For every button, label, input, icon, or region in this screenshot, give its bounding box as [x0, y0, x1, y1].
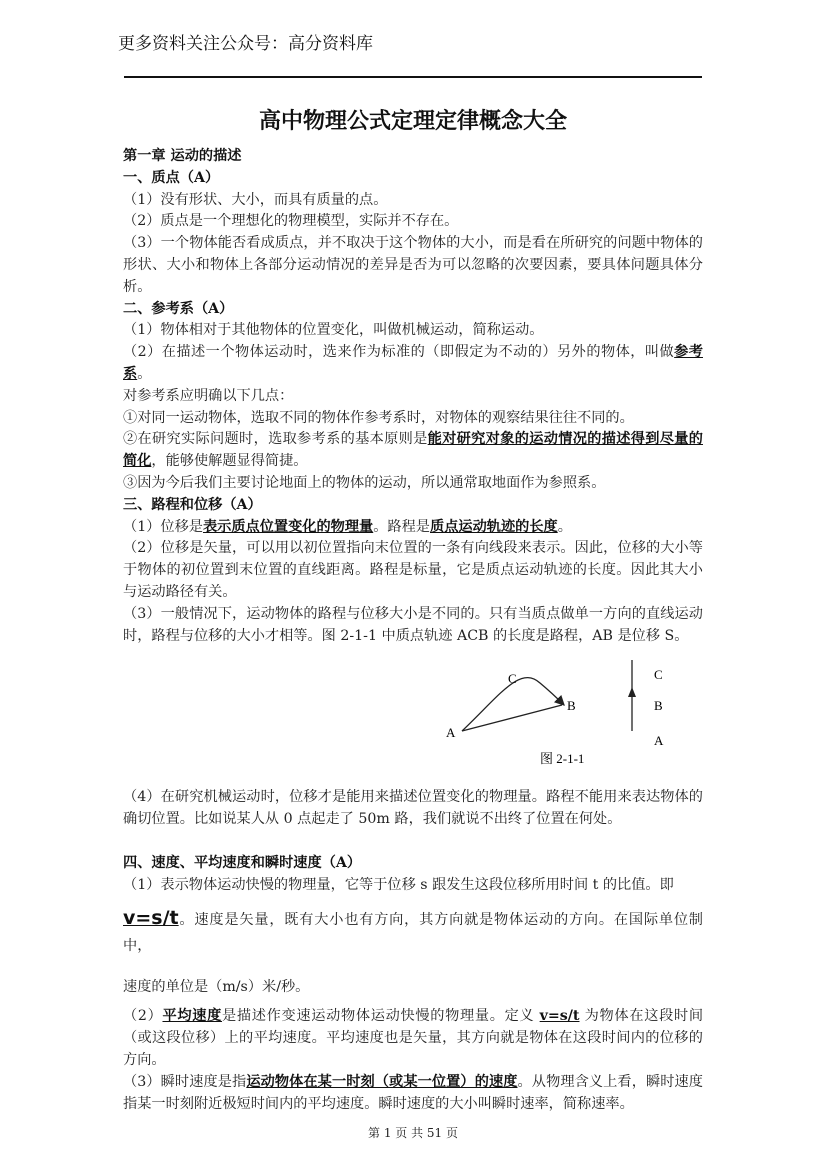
paragraph: [123, 190, 703, 212]
key-term: 质点运动轨迹的长度: [430, 518, 558, 535]
paragraph: [123, 1072, 703, 1116]
text-run: （3）瞬时速度是指: [123, 1073, 247, 1090]
text-run: 一、质点（A）: [123, 169, 220, 186]
paragraph: [123, 473, 703, 495]
label-c-vertical: C: [654, 667, 663, 683]
paragraph: [123, 538, 703, 603]
header-divider: [124, 76, 702, 78]
section-heading: [123, 168, 703, 190]
key-term: 能对研究对象的运动情况的描述得到尽量的简化: [123, 431, 703, 470]
label-b-vertical: B: [654, 698, 663, 714]
text-run: 为物体在这段时间（或这段位移）上的平均速度。平均速度也是矢量，其方向就是物体在这段时间内的位移的方向。: [123, 1008, 704, 1068]
section-4-p1b: 。速度是矢量，既有大小也有方向，其方向就是物体运动的方向。在国际单位制中，: [123, 911, 703, 954]
displacement-ab: [462, 705, 562, 731]
key-term: 表示质点位置变化的物理量: [202, 518, 374, 535]
key-term: 运动物体在某一时刻（或某一位置）的速度: [246, 1073, 518, 1090]
paragraph: [123, 211, 703, 233]
paragraph: [123, 320, 703, 342]
text-run: ③因为今后我们主要讨论地面上的物体的运动，所以通常取地面作为参照系。: [123, 474, 606, 491]
section-heading: [123, 146, 703, 168]
section-4-units: [123, 977, 703, 999]
label-c: C: [508, 671, 517, 687]
label-b: B: [567, 698, 576, 714]
paragraph: [123, 787, 703, 831]
text-run: （2）质点是一个理想化的物理模型，实际并不存在。: [123, 213, 459, 230]
paragraph: [123, 517, 703, 539]
text-run: 二、参考系（A）: [123, 300, 234, 317]
section-3-item-4: [123, 787, 703, 831]
key-term: v=s/t: [539, 1008, 580, 1025]
paragraph: [123, 342, 703, 386]
label-a: A: [446, 725, 456, 741]
paragraph: [123, 429, 703, 473]
key-term: 参考系: [123, 344, 703, 382]
text-run: （1）物体相对于其他物体的位置变化，叫做机械运动，简称运动。: [123, 322, 544, 339]
section-4-p1: （1）表示物体运动快慢的物理量，它等于位移 s 跟发生这段位移所用时间 t 的比值。即: [123, 876, 674, 893]
section-4-formula-line: [123, 905, 703, 959]
paragraph: [123, 604, 703, 648]
text-run: ，能够使解题显得简捷。: [151, 453, 308, 470]
text-run: 是描述作变速运动物体运动快慢的物理量。定义: [222, 1008, 540, 1025]
section-1-3-body: [123, 146, 703, 647]
section-4-heading: 四、速度、平均速度和瞬时速度（A）: [123, 854, 362, 871]
section-4-rest: [123, 1006, 703, 1115]
text-run: 。路程是: [373, 518, 430, 535]
paragraph: [123, 408, 703, 430]
text-run: ①对同一运动物体，选取不同的物体作参考系时，对物体的观察结果往往不同的。: [123, 409, 634, 426]
text-run: （2）位移是矢量，可以用以初位置指向末位置的一条有向线段来表示。因此，位移的大小等于物体的初位置到末位置的直线距离。路程是标量，它是质点运动轨迹的长度。因此其大小与运动路径有关。: [123, 540, 703, 600]
section-4: [123, 853, 703, 1115]
text-run: （1）位移是: [123, 518, 203, 535]
arrow-up-icon: [628, 687, 636, 697]
paragraph: [123, 1006, 703, 1071]
section-heading: [123, 495, 703, 517]
paragraph: [123, 233, 703, 298]
text-run: （2）在描述一个物体运动时，选来作为标准的（即假定为不动的）另外的物体，叫做: [123, 344, 675, 361]
text-run: （3）一个物体能否看成质点，并不取决于这个物体的大小，而是看在所研究的问题中物体的形状、大小和物体上各部分运动情况的差异是否为可以忽略的次要因素，要具体问题具体分析。: [123, 235, 703, 295]
text-run: 。: [137, 365, 152, 382]
figure-2-1-1: [0, 651, 826, 773]
text-run: ②在研究实际问题时，选取参考系的基本原则是: [123, 431, 428, 448]
units-text: 速度的单位是（m/s）米/秒。: [123, 978, 310, 995]
text-run: （3）一般情况下，运动物体的路程与位移大小是不同的。只有当质点做单一方向的直线运动时，路程与位移的大小才相等。图 2-1-1 中质点轨迹 ACB 的长度是路程，AB 是位移 S。: [123, 605, 703, 644]
page-header: 更多资料关注公众号：高分资料库: [118, 34, 373, 54]
text-run: 三、路程和位移（A）: [123, 496, 262, 513]
text-run: （4）在研究机械运动时，位移才是能用来描述位置变化的物理量。路程不能用来表达物体的确切位置。比如说某人从 0 点起走了 50m 路，我们就说不出终了位置在何处。: [123, 789, 703, 828]
section-heading: [123, 299, 703, 321]
text-run: 对参考系应明确以下几点：: [123, 387, 294, 404]
page-footer: 第 1 页 共 51 页: [368, 1126, 458, 1141]
document-title: 高中物理公式定理定律概念大全: [258, 108, 567, 134]
formula-v-s-t: v=s/t: [123, 906, 179, 929]
text-run: 。: [557, 518, 572, 535]
text-run: （1）没有形状、大小，而具有质量的点。: [123, 191, 388, 208]
label-a-vertical: A: [654, 733, 664, 749]
text-run: 第一章 运动的描述: [123, 148, 242, 164]
text-run: 。从物理含义上看，瞬时速度指某一时刻附近极短时间内的平均速度。瞬时速度的大小叫瞬时速率，简称速率。: [123, 1073, 703, 1112]
text-run: （2）: [123, 1008, 163, 1025]
figure-caption: 图 2-1-1: [540, 751, 585, 767]
key-term: 平均速度: [162, 1008, 222, 1025]
paragraph: [123, 386, 703, 408]
document-body: [123, 146, 703, 1115]
